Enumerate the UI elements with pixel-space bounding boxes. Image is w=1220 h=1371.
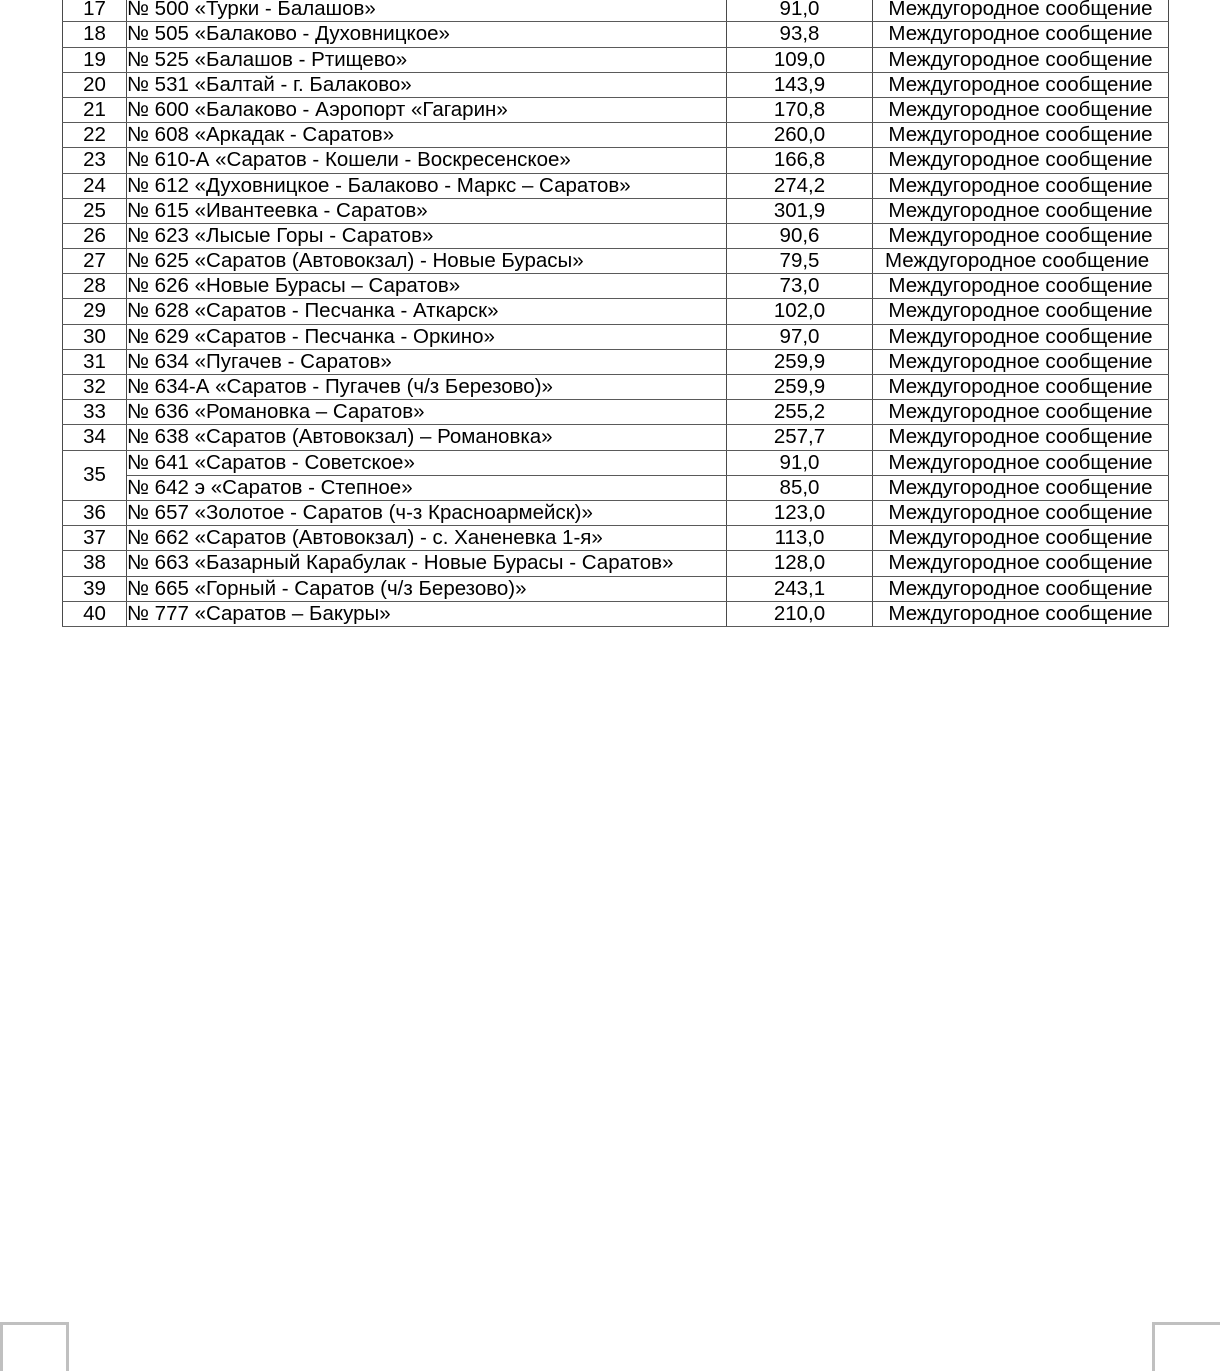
route-name-cell: № 600 «Балаково - Аэропорт «Гагарин» <box>127 97 727 122</box>
route-distance-cell: 90,6 <box>727 223 873 248</box>
table-row <box>63 601 1169 626</box>
table-row <box>63 274 1169 299</box>
route-distance-cell: 301,9 <box>727 198 873 223</box>
table-row <box>63 576 1169 601</box>
route-kind-cell: Междугородное сообщение <box>873 72 1169 97</box>
route-kind-cell: Междугородное сообщение <box>873 47 1169 72</box>
route-name-cell: № 638 «Саратов (Автовокзал) – Романовка» <box>127 425 727 450</box>
route-name-cell: № 663 «Базарный Карабулак - Новые Бурасы - Саратов» <box>127 551 727 576</box>
table-row <box>63 375 1169 400</box>
route-distance-cell: 123,0 <box>727 500 873 525</box>
route-name-cell: № 642 э «Саратов - Степное» <box>127 475 727 500</box>
route-kind-cell: Междугородное сообщение <box>873 576 1169 601</box>
route-kind-cell: Междугородное сообщение <box>873 526 1169 551</box>
table-row <box>63 148 1169 173</box>
row-number-cell: 20 <box>63 72 127 97</box>
route-name-cell: № 626 «Новые Бурасы – Саратов» <box>127 274 727 299</box>
table-row <box>63 47 1169 72</box>
route-kind-cell: Междугородное сообщение <box>873 22 1169 47</box>
route-name-cell: № 641 «Саратов - Советское» <box>127 450 727 475</box>
route-name-cell: № 531 «Балтай - г. Балаково» <box>127 72 727 97</box>
route-distance-cell: 255,2 <box>727 400 873 425</box>
route-kind-cell: Междугородное сообщение <box>873 601 1169 626</box>
route-distance-cell: 113,0 <box>727 526 873 551</box>
route-kind-cell: Междугородное сообщение <box>873 299 1169 324</box>
row-number-cell: 27 <box>63 249 127 274</box>
route-name-cell: № 636 «Романовка – Саратов» <box>127 400 727 425</box>
table-row <box>63 425 1169 450</box>
route-distance-cell: 143,9 <box>727 72 873 97</box>
table-row <box>63 299 1169 324</box>
row-number-cell: 33 <box>63 400 127 425</box>
row-number-cell: 37 <box>63 526 127 551</box>
route-name-cell: № 610-А «Саратов - Кошели - Воскресенское» <box>127 148 727 173</box>
route-distance-cell: 259,9 <box>727 375 873 400</box>
route-distance-cell: 243,1 <box>727 576 873 601</box>
route-name-cell: № 777 «Саратов – Бакуры» <box>127 601 727 626</box>
table-row <box>63 97 1169 122</box>
route-name-cell: № 665 «Горный - Саратов (ч/з Березово)» <box>127 576 727 601</box>
route-name-cell: № 634 «Пугачев - Саратов» <box>127 349 727 374</box>
route-distance-cell: 97,0 <box>727 324 873 349</box>
route-kind-cell: Междугородное сообщение <box>873 123 1169 148</box>
row-number-cell: 26 <box>63 223 127 248</box>
route-kind-cell: Междугородное сообщение <box>873 0 1169 22</box>
table-row <box>63 349 1169 374</box>
route-kind-cell: Междугородное сообщение <box>873 249 1169 274</box>
row-number-cell: 34 <box>63 425 127 450</box>
route-name-cell: № 615 «Ивантеевка - Саратов» <box>127 198 727 223</box>
row-number-cell: 35 <box>63 450 127 500</box>
route-name-cell: № 657 «Золотое - Саратов (ч-з Красноармейск)» <box>127 500 727 525</box>
route-name-cell: № 500 «Турки - Балашов» <box>127 0 727 22</box>
row-number-cell: 17 <box>63 0 127 22</box>
row-number-cell: 31 <box>63 349 127 374</box>
table-row <box>63 249 1169 274</box>
route-name-cell: № 505 «Балаково - Духовницкое» <box>127 22 727 47</box>
route-kind-cell: Междугородное сообщение <box>873 425 1169 450</box>
route-distance-cell: 170,8 <box>727 97 873 122</box>
table-row <box>63 526 1169 551</box>
route-distance-cell: 91,0 <box>727 450 873 475</box>
table-row <box>63 223 1169 248</box>
row-number-cell: 23 <box>63 148 127 173</box>
row-number-cell: 19 <box>63 47 127 72</box>
table-row <box>63 198 1169 223</box>
route-name-cell: № 629 «Саратов - Песчанка - Оркино» <box>127 324 727 349</box>
route-kind-cell: Междугородное сообщение <box>873 223 1169 248</box>
table-row <box>63 22 1169 47</box>
route-distance-cell: 93,8 <box>727 22 873 47</box>
route-distance-cell: 274,2 <box>727 173 873 198</box>
routes-table-body <box>63 0 1169 626</box>
route-kind-cell: Междугородное сообщение <box>873 375 1169 400</box>
row-number-cell: 32 <box>63 375 127 400</box>
row-number-cell: 24 <box>63 173 127 198</box>
route-name-cell: № 623 «Лысые Горы - Саратов» <box>127 223 727 248</box>
route-kind-cell: Междугородное сообщение <box>873 148 1169 173</box>
route-distance-cell: 210,0 <box>727 601 873 626</box>
route-name-cell: № 662 «Саратов (Автовокзал) - с. Ханеневка 1-я» <box>127 526 727 551</box>
route-kind-cell: Междугородное сообщение <box>873 198 1169 223</box>
route-name-cell: № 634-А «Саратов - Пугачев (ч/з Березово)» <box>127 375 727 400</box>
route-distance-cell: 85,0 <box>727 475 873 500</box>
route-name-cell: № 625 «Саратов (Автовокзал) - Новые Бурасы» <box>127 249 727 274</box>
route-kind-cell: Междугородное сообщение <box>873 551 1169 576</box>
table-row <box>63 450 1169 475</box>
table-row <box>63 72 1169 97</box>
table-row <box>63 324 1169 349</box>
row-number-cell: 18 <box>63 22 127 47</box>
table-row <box>63 551 1169 576</box>
route-distance-cell: 260,0 <box>727 123 873 148</box>
route-kind-cell: Междугородное сообщение <box>873 324 1169 349</box>
route-kind-cell: Междугородное сообщение <box>873 400 1169 425</box>
route-kind-cell: Междугородное сообщение <box>873 274 1169 299</box>
route-name-cell: № 525 «Балашов - Ртищево» <box>127 47 727 72</box>
route-kind-cell: Междугородное сообщение <box>873 500 1169 525</box>
route-name-cell: № 612 «Духовницкое - Балаково - Маркс – Саратов» <box>127 173 727 198</box>
route-distance-cell: 109,0 <box>727 47 873 72</box>
route-name-cell: № 628 «Саратов - Песчанка - Аткарск» <box>127 299 727 324</box>
route-distance-cell: 259,9 <box>727 349 873 374</box>
route-kind-cell: Междугородное сообщение <box>873 475 1169 500</box>
row-number-cell: 25 <box>63 198 127 223</box>
row-number-cell: 28 <box>63 274 127 299</box>
route-distance-cell: 79,5 <box>727 249 873 274</box>
row-number-cell: 21 <box>63 97 127 122</box>
table-row <box>63 173 1169 198</box>
table-row <box>63 0 1169 22</box>
table-row <box>63 400 1169 425</box>
route-distance-cell: 73,0 <box>727 274 873 299</box>
route-kind-cell: Междугородное сообщение <box>873 173 1169 198</box>
route-distance-cell: 91,0 <box>727 0 873 22</box>
route-distance-cell: 257,7 <box>727 425 873 450</box>
routes-table <box>62 0 1169 627</box>
row-number-cell: 38 <box>63 551 127 576</box>
row-number-cell: 30 <box>63 324 127 349</box>
route-kind-cell: Междугородное сообщение <box>873 97 1169 122</box>
route-distance-cell: 102,0 <box>727 299 873 324</box>
row-number-cell: 36 <box>63 500 127 525</box>
table-row <box>63 475 1169 500</box>
route-distance-cell: 128,0 <box>727 551 873 576</box>
row-number-cell: 22 <box>63 123 127 148</box>
table-row <box>63 500 1169 525</box>
route-distance-cell: 166,8 <box>727 148 873 173</box>
page-corner-mark-right <box>1152 1322 1220 1371</box>
row-number-cell: 39 <box>63 576 127 601</box>
row-number-cell: 40 <box>63 601 127 626</box>
route-name-cell: № 608 «Аркадак - Саратов» <box>127 123 727 148</box>
route-kind-cell: Междугородное сообщение <box>873 349 1169 374</box>
page-corner-mark-left <box>0 1322 69 1371</box>
table-row <box>63 123 1169 148</box>
route-kind-cell: Междугородное сообщение <box>873 450 1169 475</box>
row-number-cell: 29 <box>63 299 127 324</box>
